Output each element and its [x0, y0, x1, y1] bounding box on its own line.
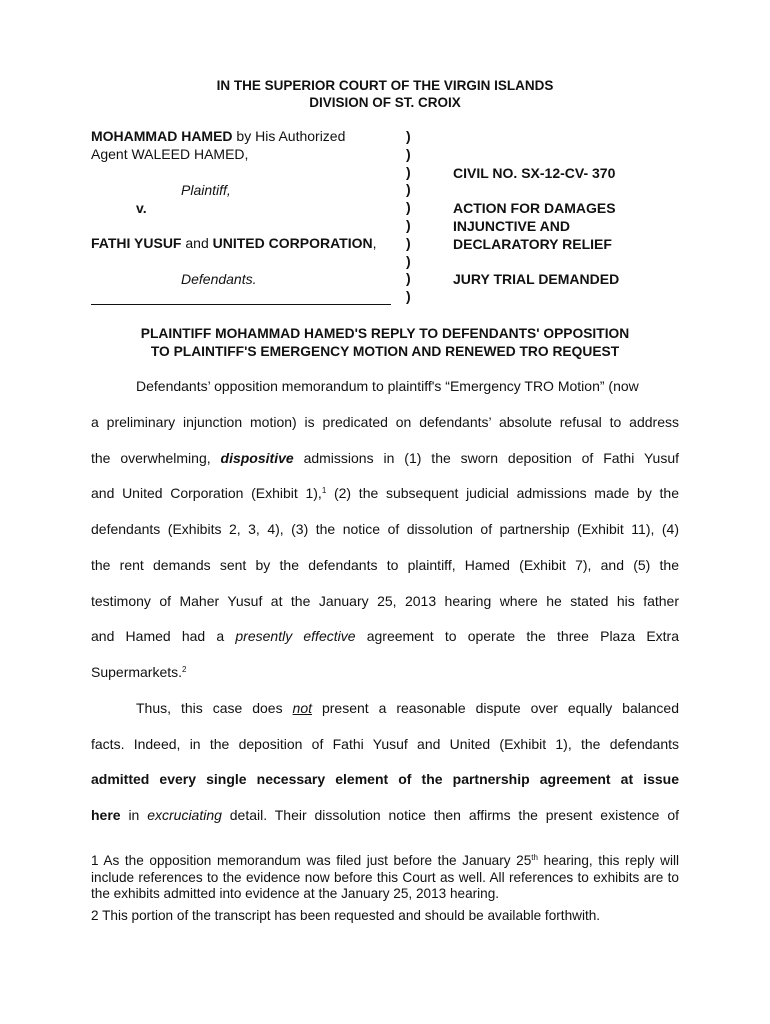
court-heading [0, 77, 770, 111]
action-line-2: INJUNCTIVE AND [453, 218, 570, 234]
paren: ) [406, 216, 411, 233]
paren: ) [406, 288, 411, 305]
body-line: defendants (Exhibits 2, 3, 4), (3) the notice of dissolution of partnership (Exhibit 11), (4) [91, 521, 679, 537]
footnote-ref-1: 1 [321, 486, 327, 495]
body-line [91, 484, 679, 502]
text-run: admissions in (1) the sworn deposition of Fathi Yusuf [293, 450, 679, 466]
body-line [91, 806, 679, 824]
superscript: th [531, 853, 538, 862]
action-line-1: ACTION FOR DAMAGES [453, 200, 616, 216]
text-run: detail. Their dissolution notice then affirms the present existence of [221, 807, 679, 823]
title-line-2: TO PLAINTIFF'S EMERGENCY MOTION AND RENEWED TRO REQUEST [150, 343, 620, 359]
paren: ) [406, 128, 411, 144]
paren: ) [406, 163, 411, 180]
body-line: facts. Indeed, in the deposition of Fathi Yusuf and United (Exhibit 1), the defendants [91, 736, 679, 752]
text-run: (2) the subsequent judicial admissions made by the [326, 485, 679, 501]
defendant-name-1: FATHI YUSUF [91, 235, 182, 251]
emphasis-not: not [292, 700, 313, 716]
footnotes [91, 853, 679, 929]
body-line [91, 663, 679, 681]
caption-parentheses [406, 128, 420, 306]
emphasis-excruciating: excruciating [147, 807, 222, 823]
emphasis-dispositive: dispositive [220, 450, 294, 466]
jury-demand: JURY TRIAL DEMANDED [453, 271, 620, 287]
text-run: Thus, this case does [136, 700, 293, 716]
caption-rule [91, 304, 391, 305]
title-line-1: PLAINTIFF MOHAMMAD HAMED'S REPLY TO DEFENDANTS' OPPOSITION [140, 326, 630, 341]
plaintiff-name-rest: by His Authorized [232, 128, 346, 144]
paren: ) [406, 181, 411, 198]
body-line [91, 449, 679, 467]
footnote-1 [91, 853, 679, 903]
plaintiff-label: Plaintiff, [181, 182, 231, 198]
body-line: Defendants’ opposition memorandum to plaintiff's “Emergency TRO Motion” (now [136, 378, 639, 394]
body-line: admitted every single necessary element of the partnership agreement at issue [91, 771, 679, 787]
emphasis-here: here [91, 807, 121, 823]
plaintiff-line-2: Agent WALEED HAMED, [91, 146, 249, 162]
body-line: a preliminary injunction motion) is predicated on defendants’ absolute refusal to address [91, 414, 679, 430]
paren: ) [406, 145, 411, 162]
defendant-line [91, 235, 377, 252]
paren: ) [406, 199, 411, 216]
case-caption [91, 128, 691, 313]
text-run: agreement to operate the three Plaza Extra [355, 628, 679, 644]
plaintiff-line-1 [91, 128, 345, 145]
body-line: the rent demands sent by the defendants to plaintiff, Hamed (Exhibit 7), and (5) the [91, 557, 679, 573]
text-run: and United Corporation (Exhibit 1), [91, 485, 322, 501]
paren: ) [406, 252, 411, 269]
defendant-comma: , [372, 235, 377, 251]
footnote-2: 2 This portion of the transcript has been requested and should be available forthwith. [91, 907, 601, 923]
emphasis-presently-effective: presently effective [235, 628, 356, 644]
text-run: Supermarkets. [91, 664, 183, 680]
court-division: DIVISION OF ST. CROIX [309, 95, 461, 110]
text-run: present a reasonable dispute over equally balanced [312, 700, 679, 716]
text-run: and Hamed had a [91, 628, 236, 644]
body-line [136, 699, 679, 717]
defendant-name-2: UNITED CORPORATION [212, 235, 373, 251]
document-title [0, 325, 770, 360]
defendants-label: Defendants. [181, 271, 257, 287]
action-line-3: DECLARATORY RELIEF [453, 236, 612, 252]
text-run: in [120, 807, 148, 823]
text-run: 1 As the opposition memorandum was filed just before the January 25 [91, 853, 532, 868]
footnote-ref-2: 2 [182, 665, 187, 674]
plaintiff-name: MOHAMMAD HAMED [91, 128, 233, 144]
body-line: testimony of Maher Yusuf at the January 25, 2013 hearing where he stated his father [91, 593, 679, 609]
court-name: IN THE SUPERIOR COURT OF THE VIRGIN ISLANDS [216, 78, 554, 93]
body-line [91, 627, 679, 645]
text-run: hearing, this reply will include references to the evidence now before this Court as well. All references to exhibits are to the exhibits admitted into evidence at the January 25, 2013 hearing. [91, 853, 680, 901]
civil-number: CIVIL NO. SX-12-CV- 370 [453, 165, 616, 181]
versus-label: v. [136, 200, 147, 216]
defendant-and: and [181, 235, 213, 251]
paren: ) [406, 270, 411, 287]
text-run: the overwhelming, [91, 450, 221, 466]
paren: ) [406, 234, 411, 251]
